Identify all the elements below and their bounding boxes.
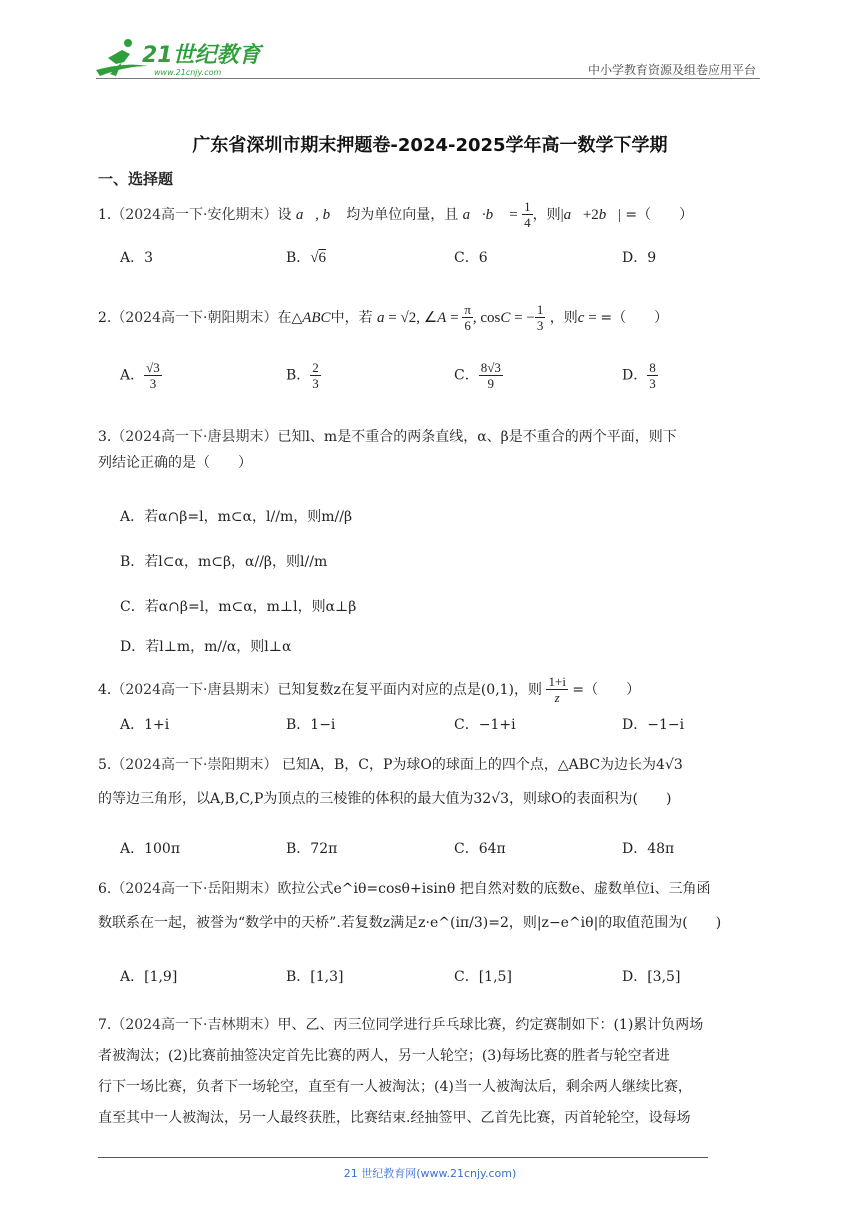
option-c[interactable]: C．6 [454, 250, 488, 266]
option-a[interactable]: A． $\frac{√3}{3}$ [120, 360, 160, 391]
option-d[interactable]: D．若l⊥m，m//α，则l⊥α [120, 639, 292, 655]
option-c[interactable]: C．[1,5] [454, 969, 512, 985]
option-b[interactable]: B．√6 [286, 250, 327, 266]
footer-link[interactable]: 21 世纪教育网(www.21cnjy.com) [343, 1167, 517, 1180]
question-5: 5.（2024高一下·崇阳期末） 已知A，B，C，P为球O的球面上的四个点，△ABC为边长为4√3 的等边三角形，以A,B,C,P为顶点的三棱锥的体积的最大值为32√3，则球O的表面积为( ) [98, 757, 683, 807]
option-b[interactable]: B． $\frac{2}{3}$ [286, 360, 319, 391]
header-divider [96, 78, 760, 79]
option-b[interactable]: B．1−i [286, 717, 336, 733]
option-b[interactable]: B．若l⊂α，m⊂β，α//β，则l//m [120, 554, 328, 570]
option-d[interactable]: D．−1−i [622, 717, 685, 733]
option-c[interactable]: C．−1+i [454, 717, 516, 733]
option-d[interactable]: D．[3,5] [622, 969, 681, 985]
option-a[interactable]: A．1+i [120, 717, 170, 733]
footer-divider [98, 1157, 708, 1158]
option-a[interactable]: A．若α∩β=l，m⊂α，l//m，则m//β [120, 509, 353, 525]
option-b[interactable]: B．[1,3] [286, 969, 344, 985]
option-b[interactable]: B．72π [286, 841, 338, 857]
option-a[interactable]: A．100π [120, 841, 181, 857]
question-1: 1.（2024高一下·安化期末）设 a⃗, b⃗ 均为单位向量，且 a⃗·b⃗ = $\frac{1}{4}$ ，则|a⃗+2b⃗| =（ ） [98, 199, 694, 230]
platform-tagline: 中小学教育资源及组卷应用平台 [587, 63, 756, 77]
svg-text:21世纪教育: 21世纪教育 [142, 43, 261, 68]
option-a[interactable]: A．[1,9] [120, 969, 178, 985]
question-2: 2.（2024高一下·朝阳期末）在△ABC中，若 a = √2, ∠A = $\frac{\pi}{6}$ , cosC = − $\frac{1}{3}$ ，则c = =（ ） [98, 302, 669, 333]
question-6: 6.（2024高一下·岳阳期末）欧拉公式e^iθ=cosθ+isinθ 把自然对数的底数e、虚数单位i、三角函 数联系在一起，被誉为“数学中的天桥”.若复数z满足z·e^(iπ/3)=2，则|z−e^iθ|的取值范围为( ) [98, 881, 722, 931]
option-d[interactable]: D．9 [622, 250, 657, 266]
section-heading: 一、选择题 [98, 170, 174, 188]
option-d[interactable]: D．48π [622, 841, 675, 857]
svg-text:www.21cnjy.com: www.21cnjy.com [154, 68, 222, 77]
option-d[interactable]: D． $\frac{8}{3}$ [622, 360, 656, 391]
question-7: 7.（2024高一下·吉林期末）甲、乙、丙三位同学进行乒乓球比赛，约定赛制如下：(1)累计负两场 者被淘汰；(2)比赛前抽签决定首先比赛的两人，另一人轮空；(3)每场比赛的胜者与轮空者进 行下一场比赛，负者下一场轮空，直至有一人被淘汰；(4)当一人被淘汰后，剩余两人继续比赛， 直至其中一人被淘汰，另一人最终获胜，比赛结束.经抽签甲、乙首先比赛，丙首轮轮空，设每场 [98, 1017, 704, 1126]
runner-icon [96, 39, 148, 76]
question-3: 3.（2024高一下·唐县期末）已知l、m是不重合的两条直线，α、β是不重合的两个平面，则下 列结论正确的是（ ） [98, 429, 677, 471]
option-c[interactable]: C． $\frac{8√3}{9}$ [454, 360, 501, 391]
page-title: 广东省深圳市期末押题卷-2024-2025学年高一数学下学期 [192, 135, 668, 156]
site-logo [96, 36, 266, 80]
option-a[interactable]: A．3 [120, 250, 154, 266]
option-c[interactable]: C．若α∩β=l，m⊂α，m⊥l，则α⊥β [120, 599, 357, 615]
option-c[interactable]: C．64π [454, 841, 506, 857]
question-4: 4.（2024高一下·唐县期末）已知复数z在复平面内对应的点是(0,1)，则 $\frac{1+i}{z}$ =（ ） [98, 674, 641, 705]
